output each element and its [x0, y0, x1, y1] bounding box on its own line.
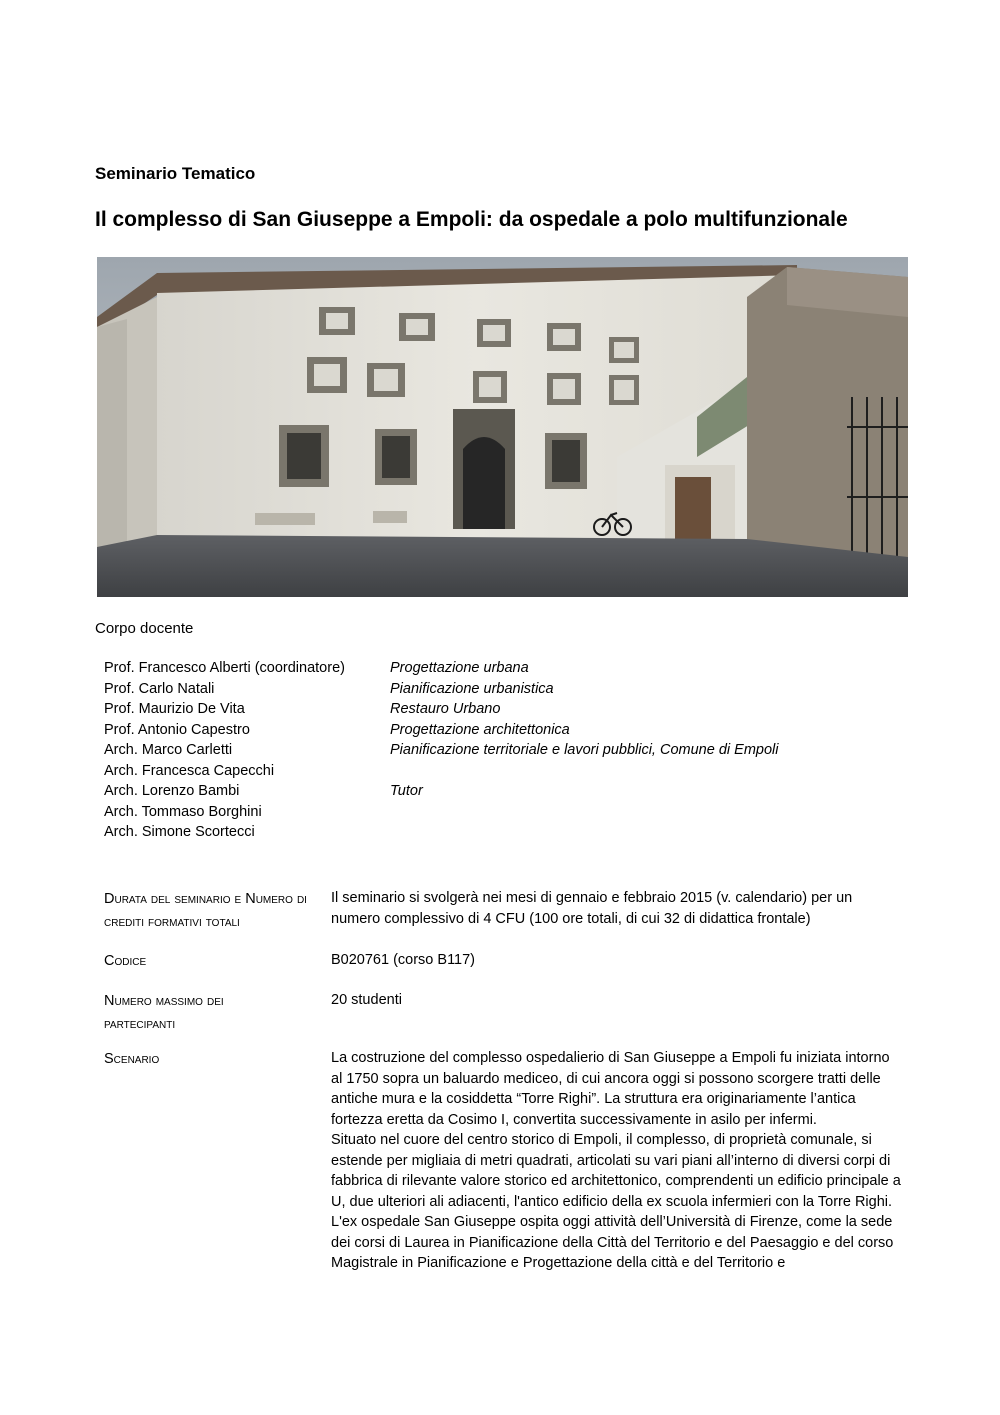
info-label: Numero massimo dei partecipanti: [104, 993, 224, 1032]
faculty-name: Arch. Marco Carletti: [104, 742, 233, 758]
info-row-codice: [104, 950, 904, 990]
faculty-role: Pianificazione urbanistica: [390, 680, 554, 697]
info-value: [331, 1048, 904, 1274]
scenario-paragraph: La costruzione del complesso ospedalierio di San Giuseppe a Empoli fu iniziata intorno al 1750 sopra un baluardo mediceo, di cui ancora oggi si possono scorgere tratti delle antiche mura e la cosiddetta “Torre Righi”. La struttura era originariamente l’antica fortezza eretta da Cosimo I, convertita successivamente in asilo per infermi.: [331, 1050, 890, 1128]
faculty-role: Progettazione architettonica: [390, 721, 570, 738]
faculty-role: Pianificazione territoriale e lavori pubblici, Comune di Empoli: [390, 742, 779, 758]
courtyard-building-photo: [97, 257, 908, 597]
info-row-durata: [104, 888, 904, 950]
faculty-name: Arch. Simone Scortecci: [104, 824, 255, 840]
info-row-scenario: [104, 1048, 904, 1274]
info-label: Codice: [104, 953, 147, 969]
info-label: Durata del seminario e Numero di crediti formativi totali: [104, 891, 307, 930]
seminar-info: [104, 888, 904, 1274]
faculty-name: Prof. Francesco Alberti (coordinatore): [104, 660, 345, 676]
faculty-name: Prof. Maurizio De Vita: [104, 701, 245, 717]
faculty-heading: Corpo docente: [95, 620, 194, 637]
faculty-name: Arch. Lorenzo Bambi: [104, 783, 240, 799]
faculty-name: Prof. Antonio Capestro: [104, 721, 250, 738]
page-title: Il complesso di San Giuseppe a Empoli: da ospedale a polo multifunzionale: [95, 208, 848, 231]
info-value: 20 studenti: [331, 992, 402, 1008]
info-label: Scenario: [104, 1051, 160, 1067]
scenario-paragraph: L'ex ospedale San Giuseppe ospita oggi attività dell’Università di Firenze, come la sede dei corsi di Laurea in Pianificazione della Città del Territorio e del Paesaggio e del corso Magistrale in Pianificazione e Progettazione della città e del Territorio e: [331, 1214, 894, 1271]
info-value: Il seminario si svolgerà nei mesi di gennaio e febbraio 2015 (v. calendario) per un numero complessivo di 4 CFU (100 ore totali, di cui 32 di didattica frontale): [331, 890, 853, 927]
faculty-name: Prof. Carlo Natali: [104, 680, 215, 697]
faculty-name: Arch. Tommaso Borghini: [104, 803, 262, 820]
scenario-paragraph: Situato nel cuore del centro storico di Empoli, il complesso, di proprietà comunale, si estende per migliaia di metri quadrati, articolati su vari piani all’interno di diversi corpi di fabbrica di rilevante valore storico ed architettonico, comprendenti un edificio principale a U, due ulteriori ali adiacenti, l'antico edificio della ex scuola infermieri con la Torre Righi.: [331, 1132, 901, 1210]
info-row-numero: [104, 990, 904, 1048]
faculty-role: Progettazione urbana: [390, 660, 529, 676]
info-value: B020761 (corso B117): [331, 952, 476, 968]
faculty-role: Tutor: [390, 783, 423, 799]
seminar-kicker: Seminario Tematico: [95, 164, 256, 183]
faculty-name: Arch. Francesca Capecchi: [104, 762, 275, 779]
faculty-role: Restauro Urbano: [390, 701, 501, 717]
